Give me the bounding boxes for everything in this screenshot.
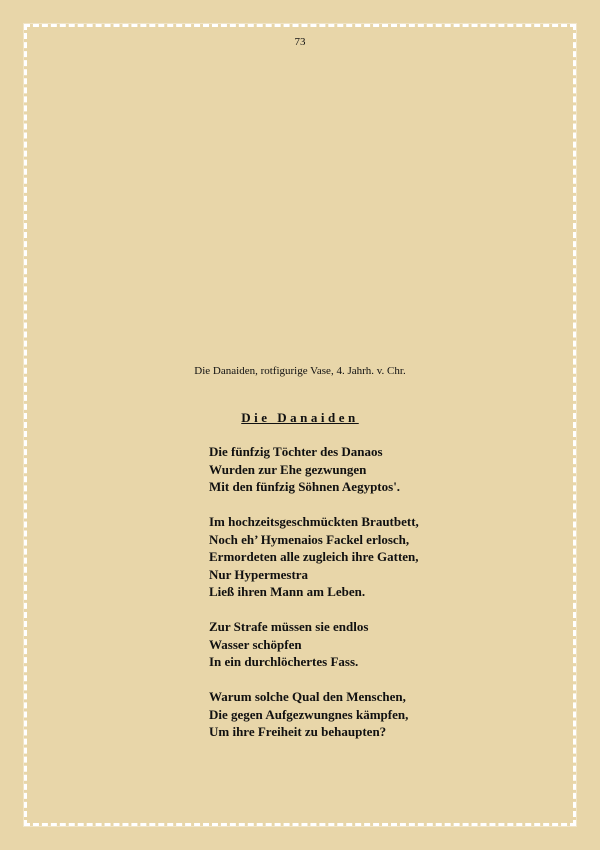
poem-line: Nur Hypermestra (209, 566, 309, 582)
poem-line: Die fünfzig Töchter des Danaos (209, 444, 383, 459)
poem-line: Wasser schöpfen (209, 636, 302, 652)
poem-line: Mit den fünfzig Söhnen Aegyptos'. (209, 479, 401, 494)
poem-line: Wurden zur Ehe gezwungen (209, 461, 367, 477)
poem-line: Um ihre Freiheit zu behaupten? (209, 724, 387, 739)
poem-line: Noch eh’ Hymenaios Fackel erlosch, (209, 531, 410, 547)
stanza (209, 443, 569, 496)
image-caption: Die Danaiden, rotfigurige Vase, 4. Jahrh. v. Chr. (194, 365, 406, 377)
poem-body (209, 443, 569, 758)
poem-line: In ein durchlöchertes Fass. (209, 654, 359, 669)
poem-line: Die gegen Aufgezwungnes kämpfen, (209, 706, 409, 722)
stanza (209, 618, 569, 671)
poem-line: Ermordeten alle zugleich ihre Gatten, (209, 549, 419, 564)
poem-line: Ließ ihren Mann am Leben. (209, 584, 366, 599)
poem-line: Im hochzeitsgeschmückten Brautbett, (209, 514, 419, 529)
poem-line: Warum solche Qual den Menschen, (209, 689, 406, 704)
stanza (209, 688, 569, 741)
page-number: 73 (294, 36, 306, 48)
stanza (209, 513, 569, 601)
poem-line: Zur Strafe müssen sie endlos (209, 619, 369, 634)
poem-title: Die Danaiden (241, 410, 359, 425)
